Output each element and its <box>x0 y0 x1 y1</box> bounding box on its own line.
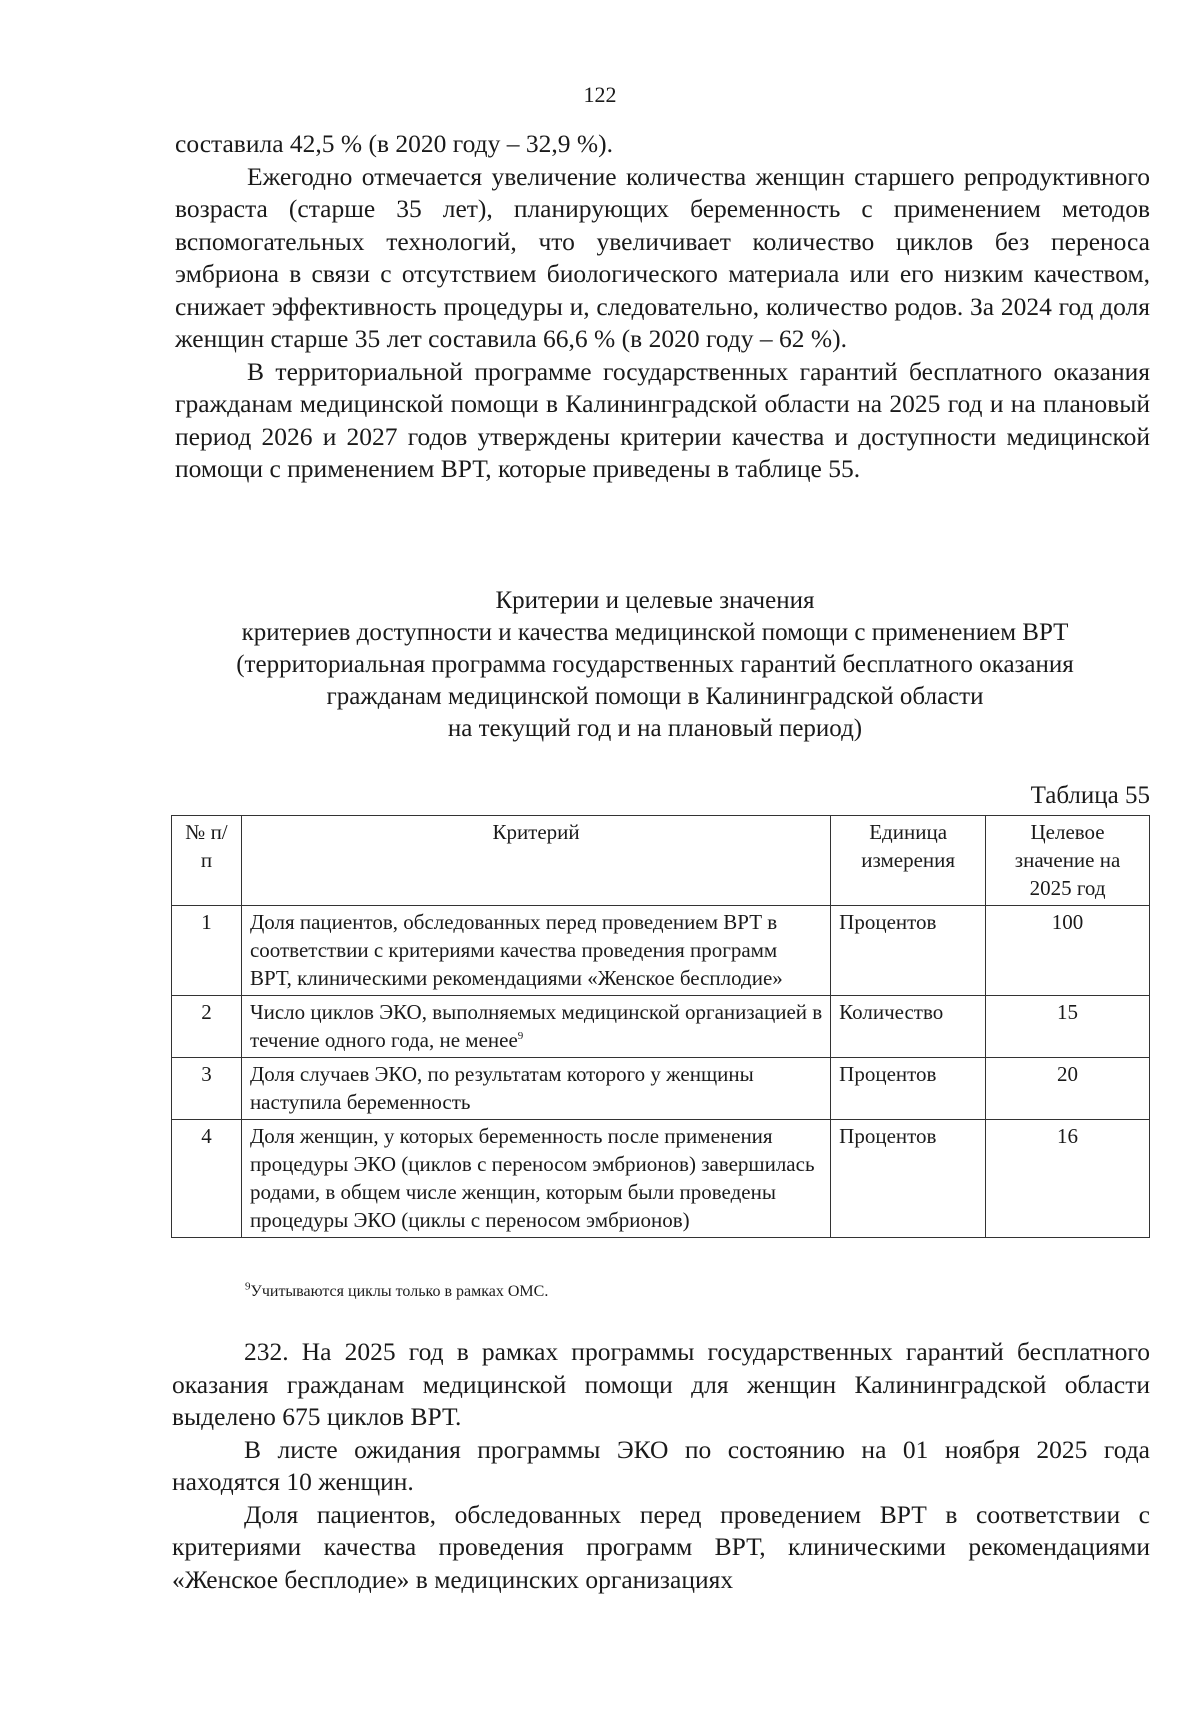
table-row <box>172 1058 1150 1120</box>
paragraph: В территориальной программе государственных гарантий бесплатного оказания гражданам медицинской помощи в Калининградской области на 2025 год и на плановый период 2026 и 2027 годов утверждены критерии качества и доступности медицинской помощи с применением ВРТ, которые приведены в таблице 55. <box>175 356 1150 483</box>
criterion-text: Число циклов ЭКО, выполняемых медицинской организацией в течение одного года, не менее <box>249 1000 823 1052</box>
page-number: 122 <box>583 82 617 107</box>
row-target: 20 <box>986 1058 1150 1120</box>
table-row <box>172 1120 1150 1238</box>
header-num: № п/п <box>172 816 242 906</box>
header-target: Целевое значение на 2025 год <box>986 816 1150 906</box>
header-criterion: Критерий <box>241 816 830 906</box>
paragraph: Ежегодно отмечается увеличение количества женщин старшего репродуктивного возраста (старше 35 лет), планирующих беременность с применением методов вспомогательных технологий, что увеличивает количество циклов без переноса эмбриона в связи с отсутствием биологического материала или его низким качеством, снижает эффективность процедуры и, следовательно, количество родов. За 2024 год доля женщин старше 35 лет составила 66,6 % (в 2020 году – 62 %). <box>175 161 1150 353</box>
row-num: 4 <box>172 1120 242 1238</box>
row-unit: Процентов <box>831 1120 986 1238</box>
caption-line: критериев доступности и качества медицинской помощи с применением ВРТ <box>241 619 1069 646</box>
row-criterion: Доля пациентов, обследованных перед проведением ВРТ в соответствии с критериями качества проведения программ ВРТ, клиническими рекомендациями «Женское бесплодие» <box>241 906 830 996</box>
row-num: 2 <box>172 996 242 1058</box>
caption-line: (территориальная программа государственных гарантий бесплатного оказания <box>236 651 1074 678</box>
table-label: Таблица 55 <box>1030 782 1150 809</box>
table-row <box>172 906 1150 996</box>
criteria-table <box>171 815 1150 1238</box>
paragraph: составила 42,5 % (в 2020 году – 32,9 %). <box>175 129 613 158</box>
row-criterion: Доля случаев ЭКО, по результатам которого у женщины наступила беременность <box>241 1058 830 1120</box>
row-target: 16 <box>986 1120 1150 1238</box>
outro-text <box>172 1336 1150 1596</box>
row-num: 1 <box>172 906 242 996</box>
row-target: 100 <box>986 906 1150 996</box>
caption-line: Критерии и целевые значения <box>495 587 815 614</box>
row-criterion: Доля женщин, у которых беременность после применения процедуры ЭКО (циклов с переносом эмбрионов) завершилась родами, в общем числе женщин, которым были проведены процедуры ЭКО (циклы с переносом эмбрионов) <box>241 1120 830 1238</box>
table-header-row <box>172 816 1150 906</box>
row-num: 3 <box>172 1058 242 1120</box>
caption-line: гражданам медицинской помощи в Калининградской области <box>326 683 984 710</box>
header-unit: Единица измерения <box>831 816 986 906</box>
paragraph: Доля пациентов, обследованных перед проведением ВРТ в соответствии с критериями качества проведения программ ВРТ, клиническими рекомендациями «Женское бесплодие» в медицинских организациях <box>172 1499 1150 1594</box>
row-target: 15 <box>986 996 1150 1058</box>
table-row <box>172 996 1150 1058</box>
intro-text <box>175 128 1150 486</box>
footnote <box>245 1280 549 1301</box>
row-unit: Процентов <box>831 906 986 996</box>
paragraph: 232. На 2025 год в рамках программы государственных гарантий бесплатного оказания гражданам медицинской помощи для женщин Калининградской области выделено 675 циклов ВРТ. <box>172 1337 1150 1431</box>
footnote-mark: 9 <box>517 1030 524 1042</box>
footnote-mark: 9 <box>245 1280 251 1293</box>
table-caption <box>160 585 1150 745</box>
paragraph: В листе ожидания программы ЭКО по состоянию на 01 ноября 2025 года находятся 10 женщин. <box>172 1434 1150 1496</box>
footnote-text: Учитываются циклы только в рамках ОМС. <box>250 1283 549 1300</box>
caption-line: на текущий год и на плановый период) <box>447 715 863 742</box>
row-unit: Количество <box>831 996 986 1058</box>
row-criterion <box>241 996 830 1058</box>
row-unit: Процентов <box>831 1058 986 1120</box>
